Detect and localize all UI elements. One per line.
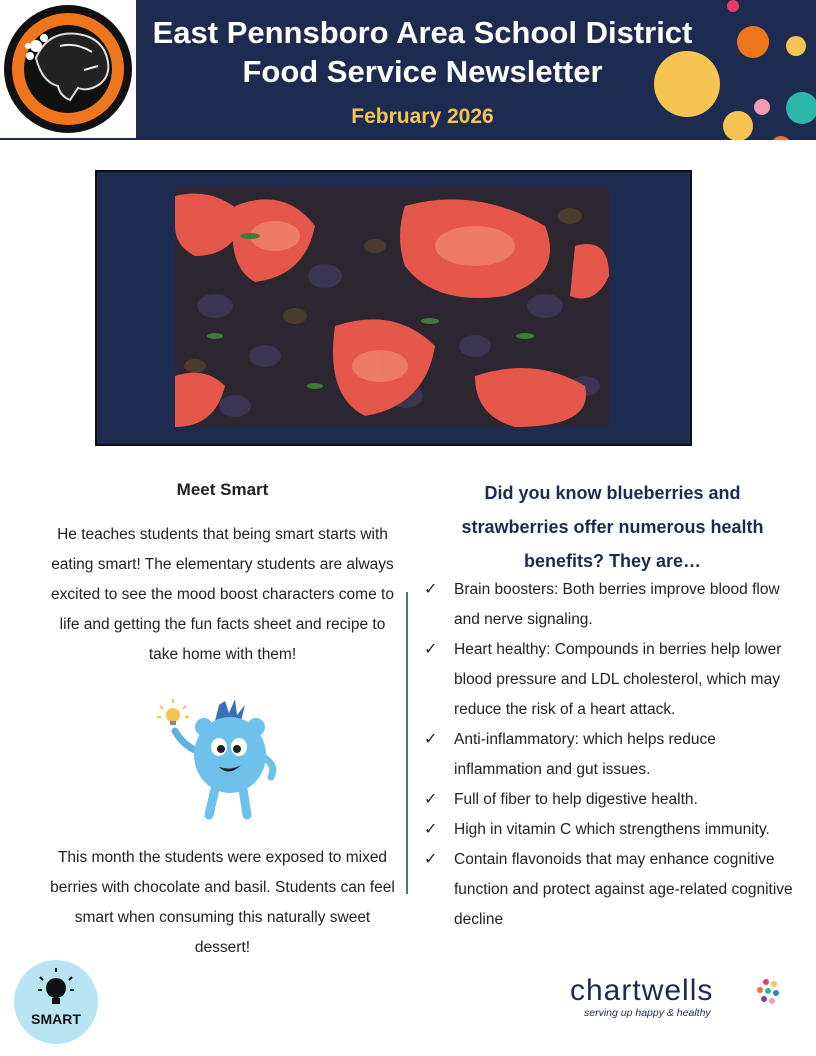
meet-smart-paragraph: He teaches students that being smart starts with eating smart! The elementary students are always excited to see the mood boost characters come to life and getting the fun facts sheet and recipe to take home with them! [51,526,394,663]
hero-photo-frame [95,170,692,446]
district-logo [0,0,136,138]
check-icon: ✓ [424,731,438,748]
dessert-paragraph: This month the students were exposed to mixed berries with chocolate and basil. Students can feel smart when consuming this naturally sweet dessert! [50,849,395,956]
chartwells-logo [568,974,788,1024]
list-item: ✓ Anti-inflammatory: which helps reduce inflammation and gut issues. [418,725,803,785]
issue-month: February 2026 [351,105,494,128]
berries-chocolate-basil-photo-icon [175,186,609,427]
list-item: ✓ High in vitamin C which strengthens immunity. [418,815,803,845]
list-item: ✓ Brain boosters: Both berries improve blood flow and nerve signaling. [418,575,803,635]
district-title: East Pennsboro Area School District [152,15,693,50]
smart-mascot-icon [155,695,285,825]
smart-logo-text: SMART [31,1011,81,1027]
check-icon: ✓ [424,821,438,838]
check-icon: ✓ [424,581,438,598]
panther-logo-icon [0,0,136,138]
list-item: ✓ Heart healthy: Compounds in berries help lower blood pressure and LDL cholesterol, which may reduce the risk of a heart attack. [418,635,803,725]
check-icon: ✓ [424,851,438,868]
did-you-know-title: Did you know blueberries and strawberries offer numerous health benefits? They are… [461,483,764,571]
confetti-dots-icon [640,0,816,140]
check-icon: ✓ [424,641,438,658]
brand-name: chartwells [570,974,714,1007]
check-icon: ✓ [424,791,438,808]
brand-tagline: serving up happy & healthy [584,1007,711,1019]
smart-program-logo [10,958,102,1046]
lightbulb-icon [46,978,66,998]
meet-smart-title: Meet Smart [176,480,269,499]
list-item: ✓ Full of fiber to help digestive health. [418,785,803,815]
newsletter-title: Food Service Newsletter [242,54,603,89]
newsletter-header [0,0,816,140]
benefits-list [418,575,803,935]
list-item: ✓ Contain flavonoids that may enhance cognitive function and protect against age-related cognitive decline [418,845,803,935]
column-divider [406,592,408,894]
chartwells-dots-icon [754,978,782,1006]
